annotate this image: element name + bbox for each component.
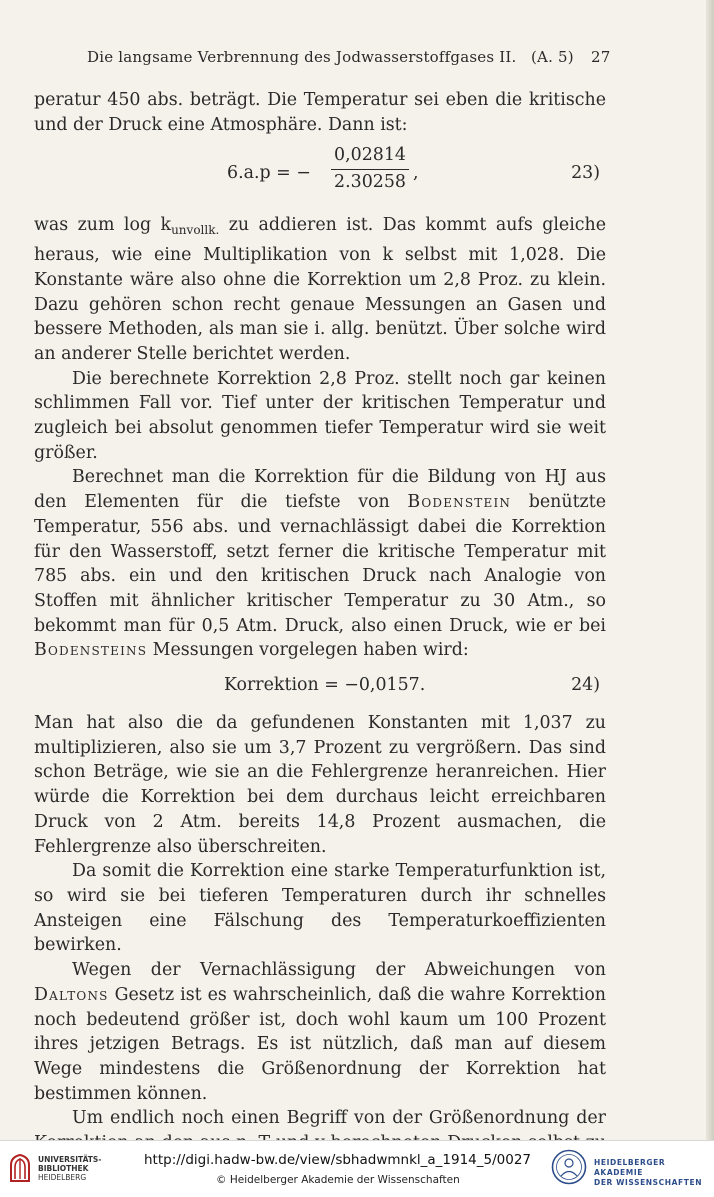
paragraph-2: [34, 213, 606, 366]
equation-23-numerator: 0,02814: [331, 143, 409, 170]
running-head-section: (A. 5): [531, 48, 574, 66]
copyright-notice: © Heidelberger Akademie der Wissenschaften: [216, 1174, 460, 1186]
academy-name-line-2: DER WISSENSCHAFTEN: [594, 1178, 703, 1187]
academy-name: [594, 1158, 714, 1188]
paragraph-8: Um endlich noch einen Begriff von der Größenordnung der: [72, 1108, 606, 1129]
equation-23-lhs: 6.a.p = −: [227, 163, 311, 184]
university-library-logo-icon: [8, 1153, 32, 1183]
library-name-line-1: UNIVERSITÄTS-: [38, 1155, 102, 1164]
library-name-line-3: HEIDELBERG: [38, 1173, 87, 1182]
body-text: [34, 88, 606, 1156]
academy-name-line-1: HEIDELBERGER AKADEMIE: [594, 1158, 666, 1177]
log-k-subscript: unvollk.: [171, 223, 220, 238]
equation-23-comma: ,: [413, 163, 419, 184]
equation-24-expression: Korrektion = −0,0157.: [224, 675, 426, 696]
paragraph-6: Da somit die Korrektion eine starke Temperaturfunktion ist, so wird sie bei tieferen Temperaturen durch ihr schnelles Ansteigen eine Fälschung des Temperaturkoeffizienten bewirken.: [34, 861, 606, 956]
paragraph-2-start: was zum log k: [34, 215, 172, 236]
paragraph-7-rest: Gesetz ist es wahrscheinlich, daß die wahre Korrektion noch bedeutend größer ist, doch wohl kaum um 100 Prozent ihres jetzigen Betrags. Es ist nützlich, daß man auf diesem Wege mindestens die Größenordnung der Korrektion hat bestimmen können.: [34, 984, 606, 1104]
equation-23: [34, 143, 606, 203]
paragraph-7: [34, 958, 606, 1106]
paragraph-4-start: Berechnet man die Korrektion für die Bildung von HJ aus den Elementen für die tiefste von: [34, 467, 606, 513]
author-name-bodensteins: Bodensteins: [34, 640, 148, 661]
paragraph-7-start: Wegen der Vernachlässigung der Abweichungen von: [72, 960, 606, 981]
paragraph-4-end: Messungen vorgelegen haben wird:: [147, 640, 469, 661]
equation-23-number: 23): [571, 163, 600, 184]
author-name-bodenstein: Bodenstein: [407, 492, 512, 513]
paragraph-2-rest: zu addieren ist. Das kommt aufs gleiche heraus, wie eine Multiplikation von k selbst mit 1,028. Die Konstante wäre also ohne die Korrektion um 2,8 Proz. zu klein. Dazu gehören schon recht genaue Messungen an Gasen und bessere Methoden, als man sie i. allg. benützt. Über solche wird an anderer Stelle berichtet werden.: [34, 215, 606, 364]
author-name-daltons: Daltons: [34, 984, 109, 1005]
paragraph-5: Man hat also die da gefundenen Konstanten mit 1,037 zu multiplizieren, also sie um 3,7 Prozent zu vergrößern. Das sind schon Beträge, wie sie an die Fehlergrenze heranreichen. Hier würde die Korrektion bei dem durchaus leicht erreichbaren Druck von 2 Atm. bereits 14,8 Prozent ausmachen, die Fehlergrenze also überschreiten.: [34, 713, 606, 857]
library-name-line-2: BIBLIOTHEK: [38, 1164, 89, 1173]
academy-seal-icon: [551, 1149, 587, 1185]
equation-23-fraction: [331, 143, 409, 194]
digitization-footer: [0, 1140, 714, 1197]
equation-23-denominator: 2.30258: [334, 172, 406, 193]
paragraph-1: peratur 450 abs. beträgt. Die Temperatur sei eben die kritische und der Druck eine Atmosphäre. Dann ist:: [34, 90, 606, 135]
page-edge: [706, 0, 714, 1140]
equation-24: [34, 673, 606, 699]
paragraph-4: [34, 465, 606, 663]
permalink-url[interactable]: http://digi.hadw-bw.de/view/sbhadwmnkl_a_1914_5/0027: [144, 1152, 532, 1168]
running-head-title: Die langsame Verbrennung des Jodwasserstoffgases II.: [87, 48, 517, 66]
equation-24-number: 24): [571, 675, 600, 696]
paragraph-3: Die berechnete Korrektion 2,8 Proz. stellt noch gar keinen schlimmen Fall vor. Tief unter der kritischen Temperatur und zugleich bei absolut genommen tiefer Temperatur wird sie weit größer.: [34, 368, 606, 463]
paragraph-4-middle: benützte Temperatur, 556 abs. und vernachlässigt dabei die Korrektion für den Wasserstoff, setzt ferner die kritische Temperatur mit 785 abs. ein und den kritischen Druck nach Analogie von Stoffen mit ähnlicher kritischer Temperatur zu 30 Atm., so bekommt man für 0,5 Atm. Druck, also einen Druck, wie er bei: [34, 492, 607, 636]
page-number: 27: [591, 48, 611, 66]
library-name: [38, 1155, 101, 1182]
